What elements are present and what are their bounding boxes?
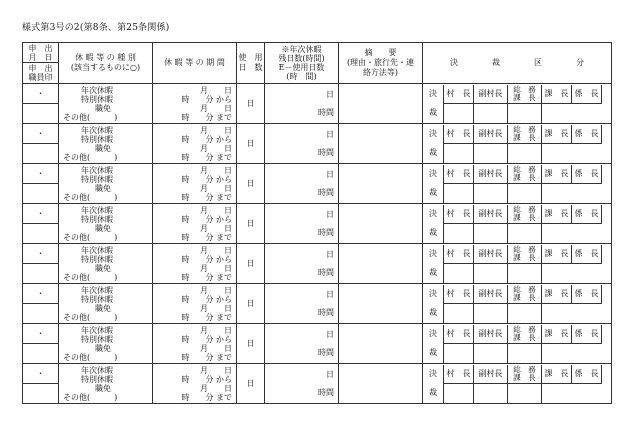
date-field[interactable]: ・ [23,164,58,184]
kind-special[interactable]: 特別休暇 [81,294,113,304]
stamp-subsection-chief[interactable] [541,344,571,363]
decision-sai-label: 裁 [429,188,437,198]
role-mayor: 村 長 [443,245,473,264]
decision-sai-label: 裁 [429,348,437,358]
decision-ketsu-label: 決 [429,249,437,259]
role-section-chief: 課 長 [541,245,571,264]
stamp-general-affairs-chief[interactable] [473,384,507,403]
decision-sai-label: 裁 [429,308,437,318]
kind-special[interactable]: 特別休暇 [81,374,113,384]
stamp-section-chief[interactable] [507,344,541,363]
leave-kind-cell [59,244,153,284]
period-cell[interactable]: 月 日 時 分 から 月 日 時 分 まで [153,324,237,364]
leave-entry-row [23,204,612,244]
period-cell[interactable]: 月 日 時 分 から 月 日 時 分 まで [153,84,237,124]
stamp-deputy-mayor[interactable] [443,104,473,123]
role-subsection-chief: 係 長 [571,165,601,184]
kind-special[interactable]: 特別休暇 [81,134,113,144]
date-field[interactable]: ・ [23,244,58,264]
stamp-general-affairs-chief[interactable] [473,224,507,243]
role-mayor: 村 長 [443,205,473,224]
days-used-cell[interactable]: 日 [237,164,265,204]
leave-entry-row [23,164,612,204]
reason-cell[interactable] [339,204,423,244]
role-subsection-chief: 係 長 [571,285,601,304]
decision-sai-label: 裁 [429,388,437,398]
application-cell [23,204,59,244]
stamp-deputy-mayor[interactable] [443,224,473,243]
decision-cell [423,284,612,324]
annual-leave-cell[interactable]: 日 時間 [265,164,339,204]
annual-leave-cell[interactable]: 日 時間 [265,284,339,324]
stamp-subsection-chief[interactable] [541,264,571,283]
days-used-cell[interactable]: 日 [237,364,265,404]
leave-kind-cell [59,164,153,204]
leave-entry-row [23,364,612,404]
role-subsection-chief: 係 長 [571,85,601,104]
decision-sai-label: 裁 [429,228,437,238]
stamp-subsection-chief[interactable] [541,144,571,163]
days-used-cell[interactable]: 日 [237,84,265,124]
kind-annual[interactable]: 年次休暇 [81,245,113,255]
role-section-chief: 課 長 [541,85,571,104]
stamp-subsection-chief[interactable] [541,304,571,323]
seal-field[interactable] [23,144,58,163]
kind-special[interactable]: 特別休暇 [81,214,113,224]
annual-leave-cell[interactable]: 日 時間 [265,244,339,284]
role-mayor: 村 長 [443,125,473,144]
period-cell[interactable]: 月 日 時 分 から 月 日 時 分 まで [153,244,237,284]
role-deputy-mayor: 副村長 [473,205,507,224]
annual-leave-cell[interactable]: 日 時間 [265,204,339,244]
date-field[interactable]: ・ [23,284,58,304]
stamp-general-affairs-chief[interactable] [473,344,507,363]
decision-sai-label: 裁 [429,148,437,158]
application-cell [23,244,59,284]
stamp-deputy-mayor[interactable] [443,344,473,363]
role-deputy-mayor: 副村長 [473,365,507,384]
annual-leave-cell[interactable]: 日 時間 [265,364,339,404]
role-mayor: 村 長 [443,85,473,104]
leave-kind-cell [59,124,153,164]
kind-other[interactable]: その他( ) [63,152,118,162]
application-cell [23,284,59,324]
leave-kind-cell [59,324,153,364]
decision-ketsu-label: 決 [429,89,437,99]
kind-exemption[interactable]: 職免 [95,383,111,393]
kind-exemption[interactable]: 職免 [95,343,111,353]
days-used-cell[interactable]: 日 [237,324,265,364]
kind-exemption[interactable]: 職免 [95,143,111,153]
kind-special[interactable]: 特別休暇 [81,334,113,344]
role-mayor: 村 長 [443,165,473,184]
kind-annual[interactable]: 年次休暇 [81,85,113,95]
stamp-deputy-mayor[interactable] [443,264,473,283]
role-general-affairs-chief: 総 務 課 長 [507,125,541,144]
leave-kind-cell [59,84,153,124]
kind-annual[interactable]: 年次休暇 [81,365,113,375]
kind-exemption[interactable]: 職免 [95,263,111,273]
reason-cell[interactable] [339,84,423,124]
header-annual-leave: ※年次休暇 残日数(時間) E－使用日数 (時 間) [265,43,339,84]
kind-exemption[interactable]: 職免 [95,103,111,113]
leave-kind-cell [59,364,153,404]
kind-annual[interactable]: 年次休暇 [81,325,113,335]
kind-exemption[interactable]: 職免 [95,223,111,233]
stamp-general-affairs-chief[interactable] [473,264,507,283]
stamp-subsection-chief[interactable] [541,224,571,243]
decision-sai-label: 裁 [429,268,437,278]
stamp-mayor[interactable] [601,205,612,224]
role-section-chief: 課 長 [541,205,571,224]
role-deputy-mayor: 副村長 [473,125,507,144]
stamp-deputy-mayor[interactable] [443,184,473,203]
decision-ketsu-label: 決 [429,129,437,139]
decision-ketsu-label: 決 [429,289,437,299]
kind-annual[interactable]: 年次休暇 [81,125,113,135]
seal-field[interactable] [23,264,58,283]
kind-other[interactable]: その他( ) [63,112,118,122]
role-section-chief: 課 長 [541,165,571,184]
annual-leave-cell[interactable]: 日 時間 [265,124,339,164]
period-cell[interactable]: 月 日 時 分 から 月 日 時 分 まで [153,284,237,324]
role-mayor: 村 長 [443,325,473,344]
seal-field[interactable] [23,104,58,123]
date-field[interactable]: ・ [23,124,58,144]
kind-annual[interactable]: 年次休暇 [81,165,113,175]
kind-annual[interactable]: 年次休暇 [81,285,113,295]
kind-special[interactable]: 特別休暇 [81,94,113,104]
role-subsection-chief: 係 長 [571,325,601,344]
decision-cell [423,244,612,284]
stamp-deputy-mayor[interactable] [443,384,473,403]
stamp-section-chief[interactable] [507,184,541,203]
date-field[interactable]: ・ [23,324,58,344]
kind-other[interactable]: その他( ) [63,232,118,242]
reason-cell[interactable] [339,284,423,324]
role-general-affairs-chief: 総 務 課 長 [507,285,541,304]
reason-cell[interactable] [339,244,423,284]
role-deputy-mayor: 副村長 [473,285,507,304]
stamp-general-affairs-chief[interactable] [473,184,507,203]
role-mayor: 村 長 [443,365,473,384]
stamp-general-affairs-chief[interactable] [473,104,507,123]
seal-field[interactable] [23,304,58,323]
decision-ketsu-label: 決 [429,329,437,339]
header-application-date: 申 出 月 日 申 出 職員印 [23,43,59,84]
role-deputy-mayor: 副村長 [473,325,507,344]
leave-kind-cell [59,204,153,244]
header-leave-type: 休 暇 等 の 種 別 (該当するものに○) [59,43,153,84]
stamp-section-chief[interactable] [507,144,541,163]
leave-entry-row [23,324,612,364]
stamp-mayor[interactable] [601,165,612,184]
form-title: 様式第3号の2(第8条、第25条関係) [22,23,170,33]
reason-cell[interactable] [339,324,423,364]
days-used-cell[interactable]: 日 [237,124,265,164]
stamp-section-chief[interactable] [507,304,541,323]
stamp-subsection-chief[interactable] [541,104,571,123]
stamp-subsection-chief[interactable] [541,184,571,203]
leave-kind-cell [59,284,153,324]
annual-leave-cell[interactable]: 日 時間 [265,324,339,364]
role-general-affairs-chief: 総 務 課 長 [507,205,541,224]
kind-special[interactable]: 特別休暇 [81,174,113,184]
leave-entry-row [23,284,612,324]
stamp-deputy-mayor[interactable] [443,304,473,323]
stamp-mayor[interactable] [601,325,612,344]
stamp-general-affairs-chief[interactable] [473,144,507,163]
role-deputy-mayor: 副村長 [473,85,507,104]
stamp-mayor[interactable] [601,245,612,264]
seal-field[interactable] [23,384,58,403]
reason-cell[interactable] [339,124,423,164]
kind-other[interactable]: その他( ) [63,312,118,322]
stamp-mayor[interactable] [601,85,612,104]
header-decision: 決 裁 区 分 [423,43,612,84]
decision-ketsu-label: 決 [429,209,437,219]
role-general-affairs-chief: 総 務 課 長 [507,365,541,384]
decision-cell [423,324,612,364]
header-leave-period: 休 暇 等 の 期 間 [153,43,237,84]
reason-cell[interactable] [339,364,423,404]
period-cell[interactable]: 月 日 時 分 から 月 日 時 分 まで [153,124,237,164]
days-used-cell[interactable]: 日 [237,244,265,284]
seal-field[interactable] [23,224,58,243]
leave-entry-row [23,244,612,284]
decision-ketsu-label: 決 [429,169,437,179]
application-cell [23,324,59,364]
leave-entry-row [23,84,612,124]
reason-cell[interactable] [339,164,423,204]
role-section-chief: 課 長 [541,365,571,384]
role-general-affairs-chief: 総 務 課 長 [507,325,541,344]
stamp-mayor[interactable] [601,125,612,144]
kind-other[interactable]: その他( ) [63,272,118,282]
kind-other[interactable]: その他( ) [63,192,118,202]
kind-exemption[interactable]: 職免 [95,183,111,193]
header-reason: 摘 要 (理由・旅行先・連 絡方法等) [339,43,423,84]
kind-other[interactable]: その他( ) [63,352,118,362]
decision-sai-label: 裁 [429,108,437,118]
period-cell[interactable]: 月 日 時 分 から 月 日 時 分 まで [153,164,237,204]
decision-cell [423,364,612,404]
kind-other[interactable]: その他( ) [63,392,118,402]
application-cell [23,84,59,124]
leave-form-table [22,42,612,404]
decision-cell [423,124,612,164]
kind-exemption[interactable]: 職免 [95,303,111,313]
role-deputy-mayor: 副村長 [473,165,507,184]
annual-leave-cell[interactable]: 日 時間 [265,84,339,124]
decision-ketsu-label: 決 [429,369,437,379]
role-section-chief: 課 長 [541,325,571,344]
date-field[interactable]: ・ [23,84,58,104]
role-subsection-chief: 係 長 [571,245,601,264]
period-cell[interactable]: 月 日 時 分 から 月 日 時 分 まで [153,364,237,404]
role-subsection-chief: 係 長 [571,125,601,144]
date-field[interactable]: ・ [23,204,58,224]
role-subsection-chief: 係 長 [571,365,601,384]
stamp-section-chief[interactable] [507,224,541,243]
decision-cell [423,164,612,204]
stamp-section-chief[interactable] [507,264,541,283]
decision-cell [423,204,612,244]
application-cell [23,164,59,204]
stamp-section-chief[interactable] [507,384,541,403]
role-general-affairs-chief: 総 務 課 長 [507,85,541,104]
kind-special[interactable]: 特別休暇 [81,254,113,264]
role-section-chief: 課 長 [541,125,571,144]
stamp-deputy-mayor[interactable] [443,144,473,163]
kind-annual[interactable]: 年次休暇 [81,205,113,215]
application-cell [23,364,59,404]
role-general-affairs-chief: 総 務 課 長 [507,245,541,264]
role-mayor: 村 長 [443,285,473,304]
stamp-section-chief[interactable] [507,104,541,123]
period-cell[interactable]: 月 日 時 分 から 月 日 時 分 まで [153,204,237,244]
decision-cell [423,84,612,124]
days-used-cell[interactable]: 日 [237,204,265,244]
date-field[interactable]: ・ [23,364,58,384]
stamp-general-affairs-chief[interactable] [473,304,507,323]
role-section-chief: 課 長 [541,285,571,304]
stamp-mayor[interactable] [601,365,612,384]
role-general-affairs-chief: 総 務 課 長 [507,165,541,184]
application-cell [23,124,59,164]
seal-field[interactable] [23,344,58,363]
role-subsection-chief: 係 長 [571,205,601,224]
days-used-cell[interactable]: 日 [237,284,265,324]
header-days-used: 使 用 日 数 [237,43,265,84]
seal-field[interactable] [23,184,58,203]
stamp-mayor[interactable] [601,285,612,304]
header-row [23,43,612,84]
role-deputy-mayor: 副村長 [473,245,507,264]
stamp-subsection-chief[interactable] [541,384,571,403]
leave-entry-row [23,124,612,164]
